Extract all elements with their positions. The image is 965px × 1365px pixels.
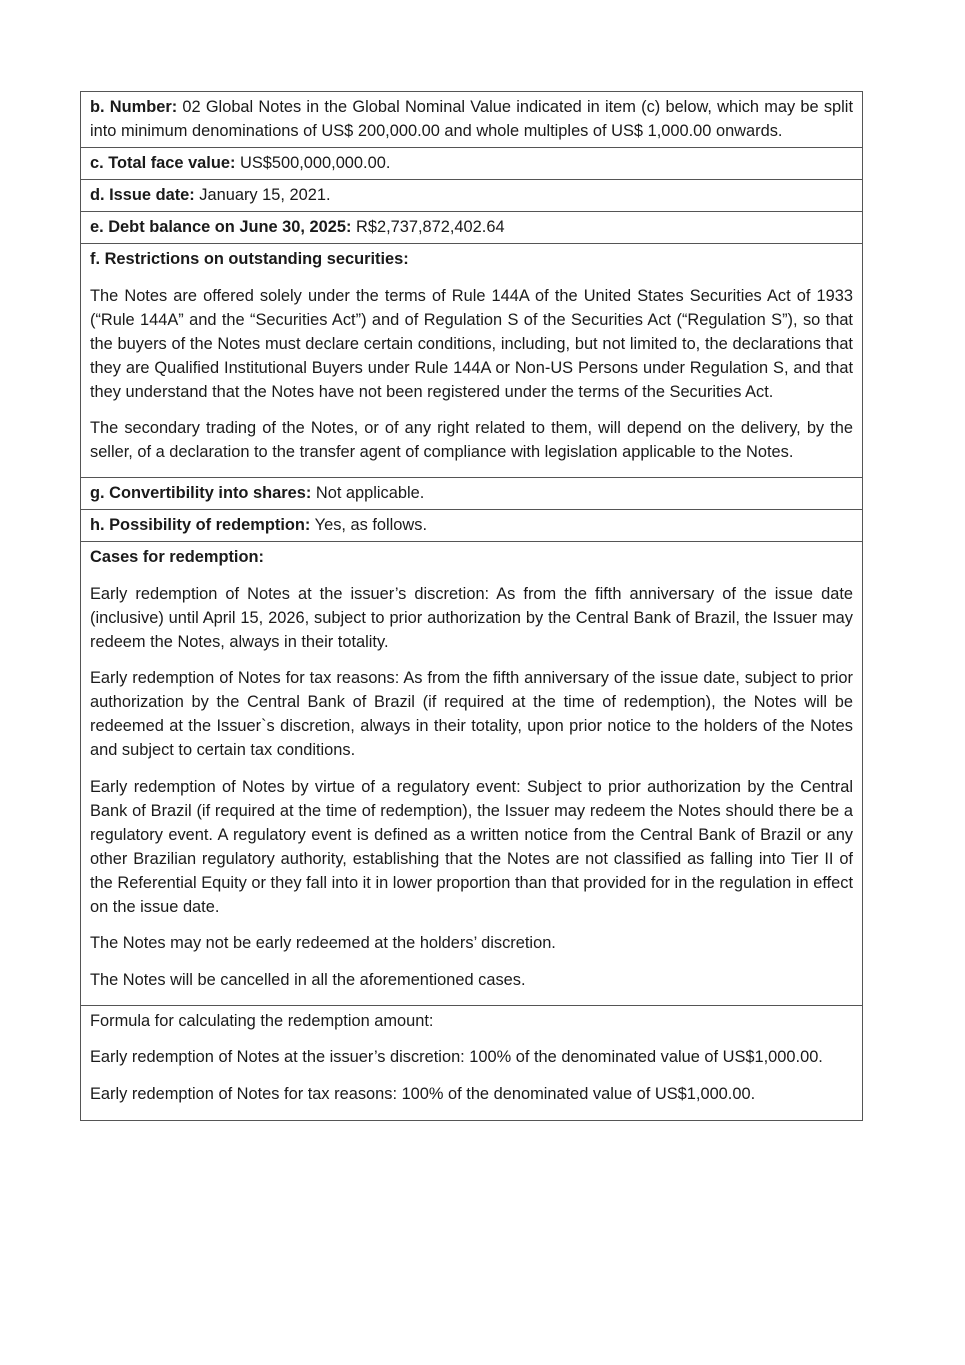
number-text: 02 Global Notes in the Global Nominal Value indicated in item (c) below, which may be split into minimum denominations of US$ 200,000.00 and whole multiples of US$ 1,000.00 onwards. bbox=[90, 98, 853, 140]
cases-label: Cases for redemption: bbox=[90, 548, 264, 566]
row-redemption-formula bbox=[81, 1005, 862, 1120]
row-debt-balance bbox=[81, 211, 862, 243]
restrictions-heading bbox=[90, 247, 853, 271]
row-restrictions bbox=[81, 243, 862, 477]
convertibility-paragraph bbox=[90, 481, 853, 505]
convertibility-label: g. Convertibility into shares: bbox=[90, 484, 312, 502]
row-redemption-possibility bbox=[81, 509, 862, 541]
face-value-label: c. Total face value: bbox=[90, 154, 236, 172]
face-value-text: US$500,000,000.00. bbox=[235, 154, 391, 172]
restrictions-paragraph-1: The Notes are offered solely under the terms of Rule 144A of the United States Securities Act of 1933 (“Rule 144A” and the “Securities Act”) and of Regulation S of the Securities Act (“Regulation S”), so that the buyers of the Notes must declare certain conditions, including, but not limited to, the declarations that they are Qualified Institutional Buyers under Rule 144A or Non-US Persons under Regulation S, and that they understand that the Notes have not been registered under the terms of the Securities Act. bbox=[90, 286, 853, 401]
issue-date-paragraph bbox=[90, 183, 853, 207]
cases-paragraph-5: The Notes will be cancelled in all the aforementioned cases. bbox=[90, 970, 526, 989]
row-redemption-cases bbox=[81, 541, 862, 1005]
formula-paragraph-2: Early redemption of Notes for tax reasons: 100% of the denominated value of US$1,000.00. bbox=[90, 1084, 756, 1103]
formula-paragraph-1: Early redemption of Notes at the issuer’s discretion: 100% of the denominated value of US$1,000.00. bbox=[90, 1048, 823, 1066]
notes-terms-table bbox=[80, 91, 863, 1121]
row-convertibility bbox=[81, 477, 862, 509]
issue-date-text: January 15, 2021. bbox=[194, 186, 331, 204]
row-number bbox=[81, 92, 862, 147]
restrictions-paragraph-2: The secondary trading of the Notes, or of any right related to them, will depend on the delivery, by the seller, of a declaration to the transfer agent of compliance with legislation applicable to the Notes. bbox=[90, 419, 853, 461]
redemption-possibility-text: Yes, as follows. bbox=[310, 516, 428, 534]
cases-paragraph-1: Early redemption of Notes at the issuer’s discretion: As from the fifth anniversary of the issue date (inclusive) until April 15, 2026, subject to prior authorization by the Central Bank of Brazil, the Issuer may redeem the Notes, always in their totality. bbox=[90, 584, 853, 651]
redemption-possibility-label: h. Possibility of redemption: bbox=[90, 516, 311, 534]
cases-paragraph-4: The Notes may not be early redeemed at the holders’ discretion. bbox=[90, 934, 556, 952]
issue-date-label: d. Issue date: bbox=[90, 186, 195, 204]
restrictions-label: f. Restrictions on outstanding securities: bbox=[90, 250, 409, 268]
cases-heading bbox=[90, 545, 853, 569]
formula-heading: Formula for calculating the redemption amount: bbox=[90, 1011, 434, 1030]
row-face-value bbox=[81, 147, 862, 179]
convertibility-text: Not applicable. bbox=[311, 484, 425, 502]
debt-balance-paragraph bbox=[90, 215, 853, 239]
number-paragraph bbox=[90, 95, 853, 143]
debt-balance-label: e. Debt balance on June 30, 2025: bbox=[90, 218, 352, 236]
face-value-paragraph bbox=[90, 151, 853, 175]
row-issue-date bbox=[81, 179, 862, 211]
redemption-possibility-paragraph bbox=[90, 513, 853, 537]
debt-balance-text: R$2,737,872,402.64 bbox=[351, 218, 505, 236]
cases-paragraph-2: Early redemption of Notes for tax reasons: As from the fifth anniversary of the issue date, subject to prior authorization by the Central Bank of Brazil (if required at the time of redemption), the Notes will be redeemed at the Issuer`s discretion, always in their totality, upon prior notice to the holders of the Notes and subject to certain tax conditions. bbox=[90, 669, 853, 759]
cases-paragraph-3: Early redemption of Notes by virtue of a regulatory event: Subject to prior authorization by the Central Bank of Brazil (if required at the time of redemption), the Issuer may redeem the Notes should there be a regulatory event. A regulatory event is defined as a written notice from the Central Bank of Brazil or any other Brazilian regulatory authority, establishing that the Notes are not classified as falling into Tier II of the Referential Equity or they fall into it in lower proportion than that provided for in the regulation in effect on the issue date. bbox=[90, 777, 853, 916]
number-label: b. Number: bbox=[90, 98, 178, 116]
